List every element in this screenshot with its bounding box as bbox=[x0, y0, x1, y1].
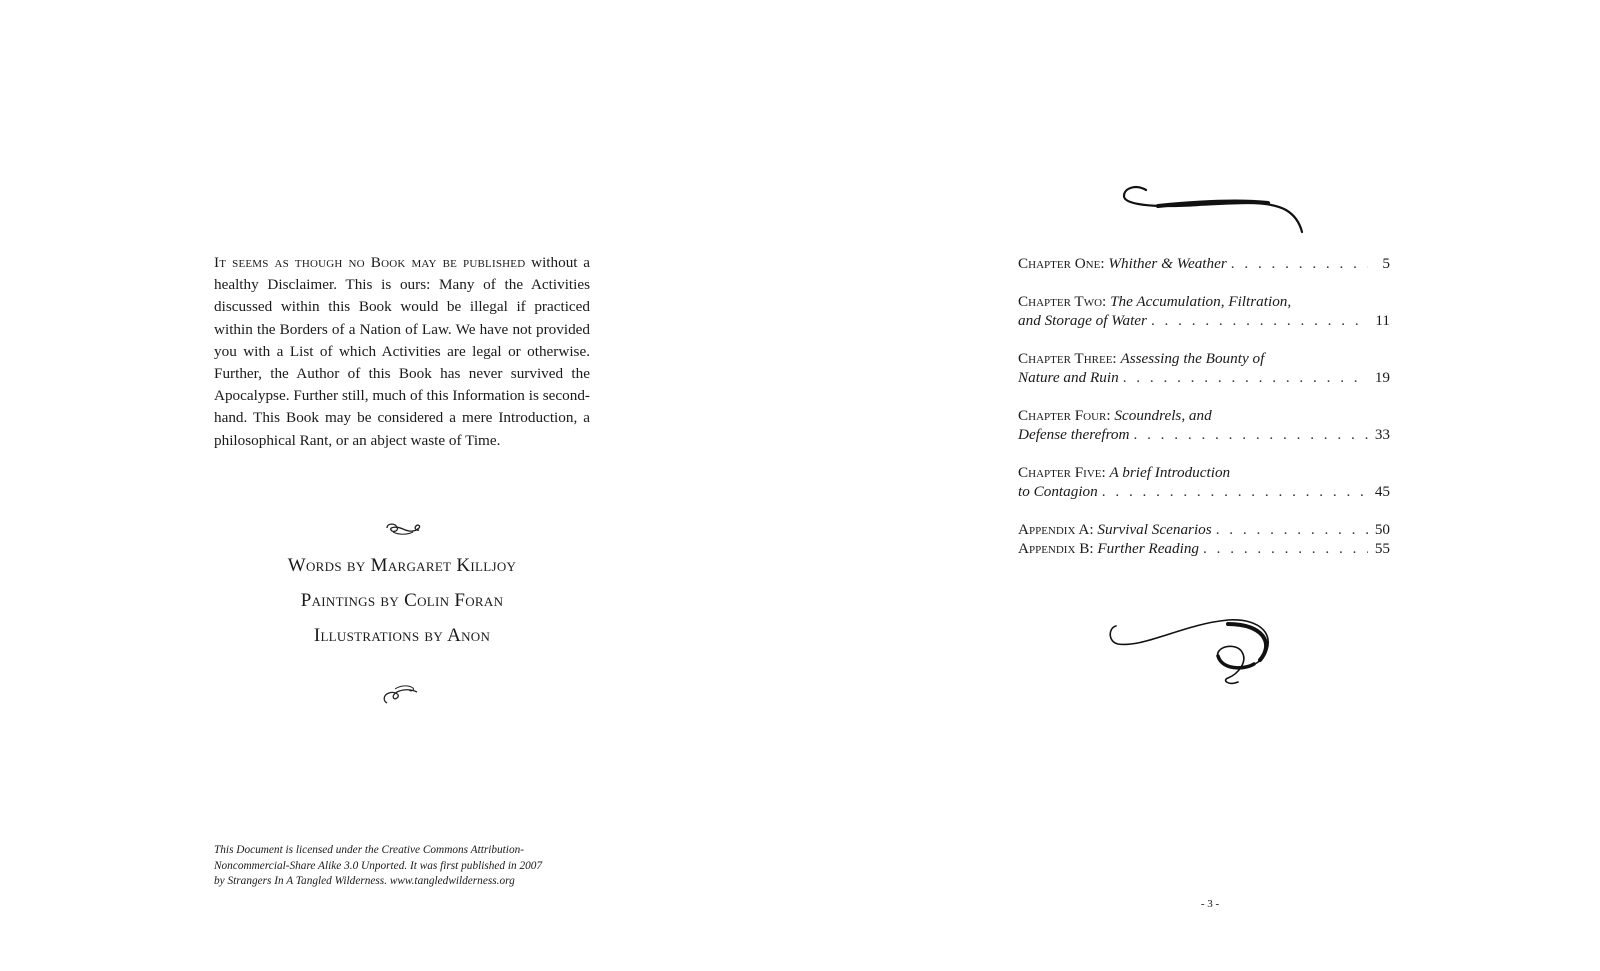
toc-page-number: 19 bbox=[1374, 369, 1390, 386]
toc-label: Appendix B: bbox=[1018, 540, 1094, 557]
right-page bbox=[800, 0, 1600, 971]
disclaimer-paragraph bbox=[214, 252, 590, 452]
toc-title: The Accumulation, Filtration, bbox=[1110, 292, 1292, 310]
dot-leader bbox=[1133, 425, 1368, 445]
toc-page-number: 11 bbox=[1375, 312, 1390, 329]
toc-label: Chapter Five: bbox=[1018, 463, 1106, 481]
toc-entry[interactable] bbox=[1018, 349, 1390, 388]
toc-entry[interactable] bbox=[1018, 520, 1390, 540]
license-line: This Document is licensed under the Creative Commons Attribution- bbox=[214, 844, 525, 856]
swash-top-icon bbox=[1118, 184, 1308, 244]
dot-leader bbox=[1151, 311, 1368, 331]
page-number: - 3 - bbox=[1200, 898, 1220, 910]
toc-page-number: 5 bbox=[1382, 255, 1390, 272]
toc-title-continued: Defense therefrom bbox=[1018, 426, 1130, 443]
toc-title: Further Reading bbox=[1097, 540, 1200, 557]
toc-title-continued: to Contagion bbox=[1018, 483, 1098, 500]
toc-label: Chapter One: bbox=[1018, 255, 1105, 272]
license-line: by Strangers In A Tangled Wilderness. www.tangledwilderness.org bbox=[214, 875, 515, 888]
dot-leader bbox=[1216, 520, 1368, 540]
small-flourish-top-icon bbox=[383, 520, 423, 538]
toc-entry[interactable] bbox=[1018, 254, 1390, 274]
swash-bottom-icon bbox=[1104, 618, 1284, 690]
toc-label: Chapter Two: bbox=[1018, 292, 1107, 310]
toc-title-continued: and Storage of Water bbox=[1018, 312, 1147, 329]
small-flourish-bottom-icon bbox=[381, 683, 421, 707]
toc-entry[interactable] bbox=[1018, 539, 1390, 559]
credit-paintings: Paintings by Colin Foran bbox=[300, 590, 504, 611]
license-line: Noncommercial-Share Alike 3.0 Unported. It was first published in 2007 bbox=[214, 859, 543, 872]
toc-label: Chapter Three: bbox=[1018, 349, 1117, 367]
toc-title: Whither & Weather bbox=[1108, 255, 1227, 272]
toc-page-number: 33 bbox=[1374, 426, 1390, 443]
disclaimer-body: without a healthy Disclaimer. This is ours: Many of the Activities discussed within this Book would be illegal if practiced within the Borders of a Nation of Law. We have not provided you with a List of which Activities are legal or otherwise. Further, the Author of this Book has never survived the Apocalypse. Further still, much of this Information is second-hand. This Book may be considered a mere Introduction, a philosophical Rant, or an abject waste of Time. bbox=[214, 254, 591, 449]
toc-page-number: 50 bbox=[1374, 520, 1390, 538]
toc-title: Assessing the Bounty of bbox=[1120, 349, 1265, 367]
toc-entry[interactable] bbox=[1018, 406, 1390, 445]
dot-leader bbox=[1123, 368, 1368, 388]
toc-title: Scoundrels, and bbox=[1114, 406, 1212, 424]
table-of-contents bbox=[1018, 254, 1390, 559]
license-notice bbox=[214, 843, 604, 890]
dot-leader bbox=[1231, 254, 1368, 274]
dot-leader bbox=[1102, 482, 1368, 502]
dot-leader bbox=[1203, 539, 1368, 559]
toc-title: Survival Scenarios bbox=[1097, 520, 1212, 538]
credit-illustrations: Illustrations by Anon bbox=[313, 625, 491, 646]
toc-entry[interactable] bbox=[1018, 463, 1390, 502]
toc-page-number: 55 bbox=[1374, 540, 1390, 557]
toc-label: Appendix A: bbox=[1018, 520, 1094, 538]
disclaimer-lead: It seems as though no Book may be published bbox=[214, 254, 526, 271]
toc-title: A brief Introduction bbox=[1109, 463, 1231, 481]
toc-label: Chapter Four: bbox=[1018, 406, 1111, 424]
toc-title-continued: Nature and Ruin bbox=[1018, 369, 1119, 386]
credit-words: Words by Margaret Killjoy bbox=[287, 555, 517, 576]
toc-entry[interactable] bbox=[1018, 292, 1390, 331]
toc-page-number: 45 bbox=[1374, 483, 1390, 500]
